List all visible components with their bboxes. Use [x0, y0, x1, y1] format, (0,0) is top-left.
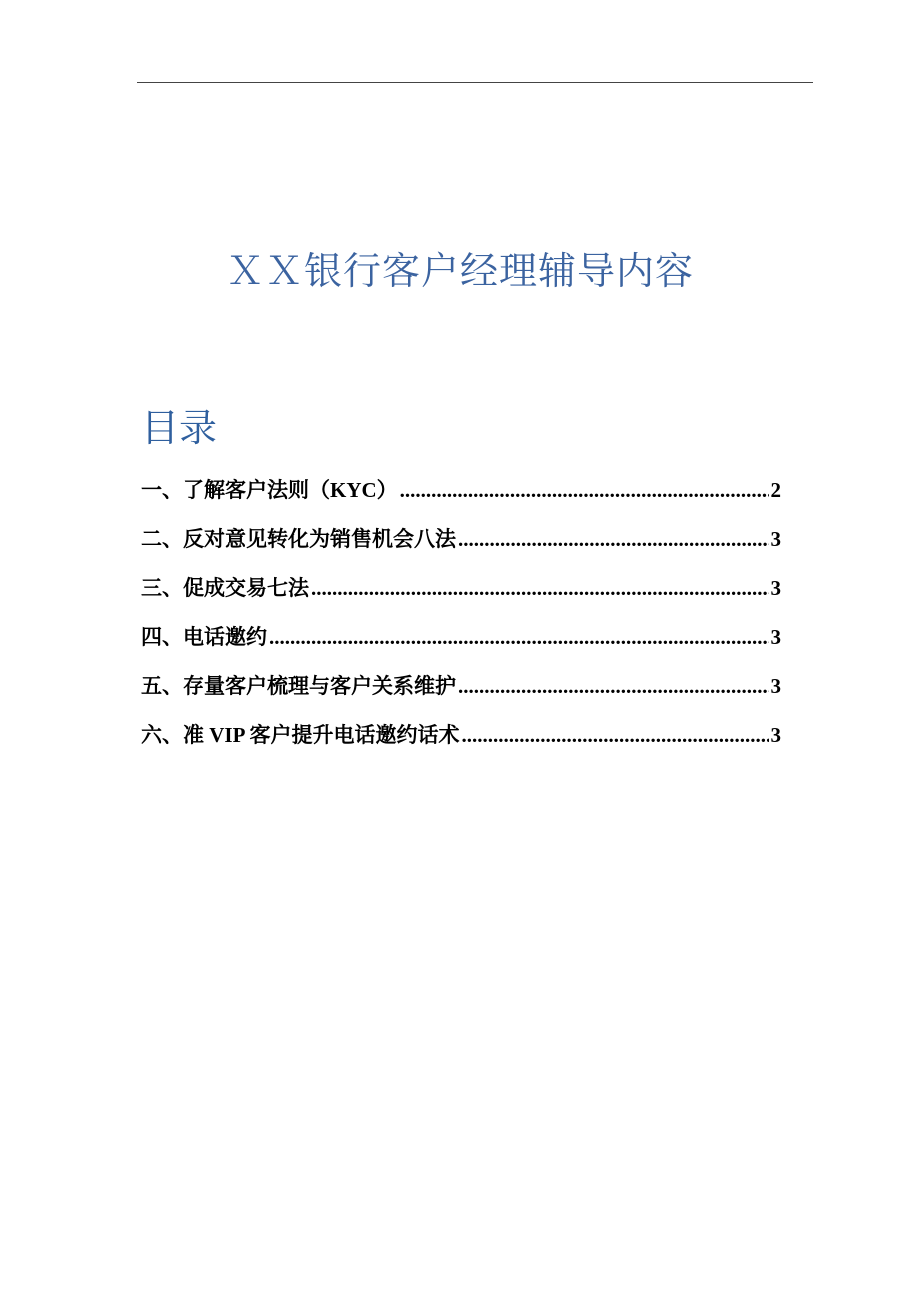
toc-leader-dots: [458, 521, 769, 557]
toc-leader-dots: [458, 668, 769, 704]
toc-entry-label: 六、准 VIP 客户提升电话邀约话术: [141, 723, 460, 747]
toc-entry-relationship[interactable]: [141, 668, 781, 717]
toc-leader-dots: [400, 472, 769, 508]
toc-entry-label: 四、电话邀约: [141, 625, 267, 649]
toc-entry-page: 3: [770, 576, 781, 600]
document-title: ＸＸ银行客户经理辅导内容: [225, 249, 694, 293]
toc-entry-label: 一、了解客户法则（KYC）: [141, 478, 398, 502]
toc-entry-page: 3: [770, 723, 781, 747]
toc-entry-label: 三、促成交易七法: [141, 576, 309, 600]
toc-entry-objections[interactable]: [141, 521, 781, 570]
toc-leader-dots: [311, 570, 769, 606]
toc-entry-page: 3: [770, 625, 781, 649]
toc-entry-page: 3: [770, 674, 781, 698]
header-rule: [137, 82, 813, 83]
toc-leader-dots: [269, 619, 769, 655]
toc-entry-kyc[interactable]: [141, 472, 781, 521]
toc-leader-dots: [462, 717, 769, 753]
toc-entry-page: 3: [770, 527, 781, 551]
toc-entry-label: 五、存量客户梳理与客户关系维护: [141, 674, 456, 698]
toc-entry-page: 2: [770, 478, 781, 502]
toc-entry-label: 二、反对意见转化为销售机会八法: [141, 527, 456, 551]
toc-heading: 目录: [141, 406, 218, 450]
toc-entry-closing[interactable]: [141, 570, 781, 619]
table-of-contents: [141, 472, 781, 766]
toc-entry-phone-invitation[interactable]: [141, 619, 781, 668]
toc-entry-vip-script[interactable]: [141, 717, 781, 766]
